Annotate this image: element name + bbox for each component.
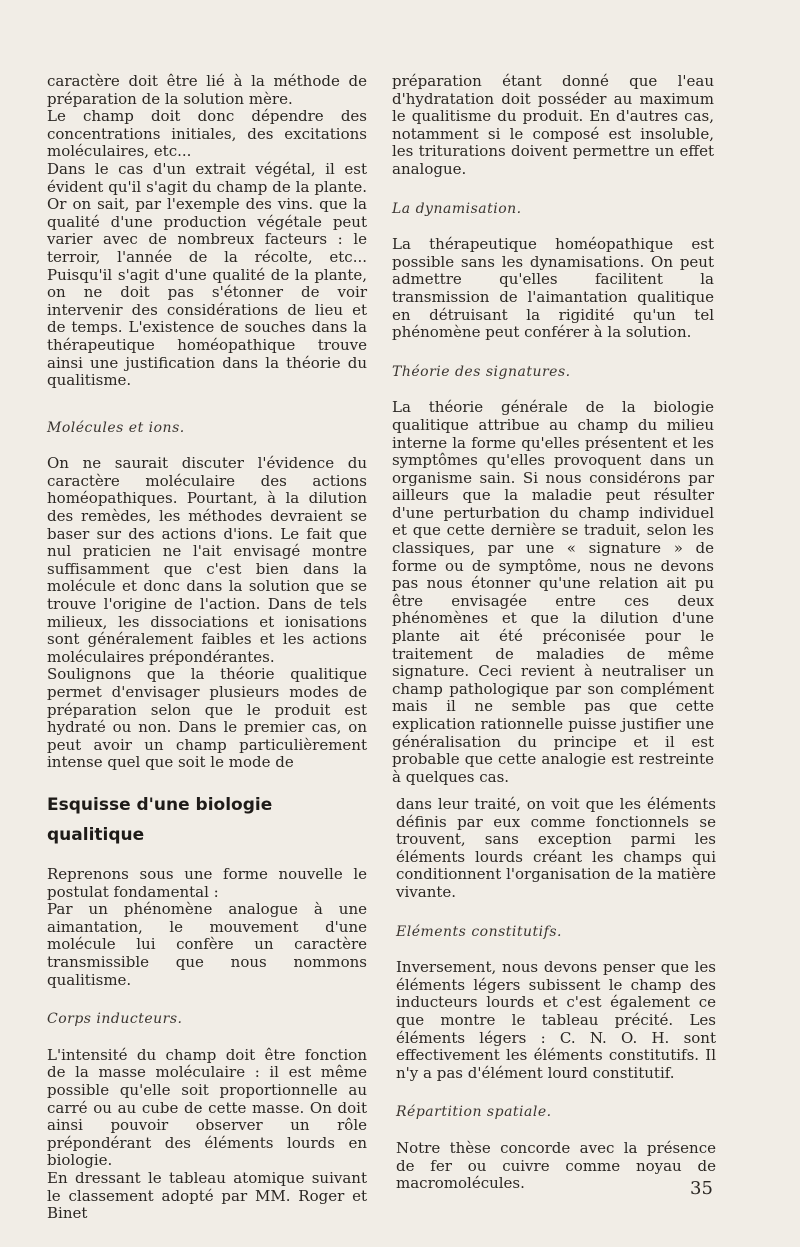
paragraph: Par un phénomène analogue à une aimantation, le mouvement d'une molécule lui confère un caractère transmissible que nous nommons qualitisme.	[47, 900, 367, 989]
paragraph: Reprenons sous une forme nouvelle le postulat fondamental :	[47, 865, 367, 901]
subheading-signatures: Théorie des signatures.	[392, 363, 571, 380]
paragraph: dans leur traité, on voit que les éléments définis par eux comme fonctionnels se trouvent, sans exception parmi les éléments lourds créant les champs qui conditionnent l'organisation de la matière vivante.	[396, 795, 716, 901]
paragraph: On ne saurait discuter l'évidence du caractère moléculaire des actions homéopathiques. Pourtant, à la dilution des remèdes, les méthodes devraient se baser sur des actions d'ions. Le fait que nul praticien ne l'ait envisagé montre suffisamment que c'est bien dans la molécule et donc dans la solution que se trouve l'origine de l'action. Dans de tels milieux, les dissociations et ionisations sont généralement faibles et les actions moléculaires prépondérantes.	[47, 454, 367, 666]
paragraph: caractère doit être lié à la méthode de préparation de la solution mère.	[47, 72, 367, 108]
column-top-right	[392, 73, 714, 786]
paragraph: Le champ doit donc dépendre des concentrations initiales, des excitations moléculaires, etc...	[47, 107, 367, 161]
subheading-molecules-ions: Molécules et ions.	[47, 419, 185, 436]
paragraph: Dans le cas d'un extrait végétal, il est évident qu'il s'agit du champ de la plante. Or on sait, par l'exemple des vins. que la qualité d'une production végétale peut varier avec de nombreux facteurs : le terroir, l'année de la récolte, etc... Puisqu'il s'agit d'une qualité de la plante, on ne doit pas s'étonner de voir intervenir des considérations de lieu et de temps. L'existence de souches dans la thérapeutique homéopathique trouve ainsi une justification dans la théorie du qualitisme.	[47, 159, 367, 390]
paragraph: La théorie générale de la biologie qualitique attribue au champ du milieu interne la forme qu'elles présentent et les symptômes qu'elles provoquent dans un organisme sain. Si nous considérons par ailleurs que la maladie peut résulter d'une perturbation du champ individuel et que cette dernière se traduit, selon les classiques, par une « signature » de forme ou de symptôme, nous ne devons pas nous étonner qu'une relation ait pu être envisagée entre ces deux phénomènes et que la dilution d'une plante ait été préconisée pour le traitement de maladies de même signature. Ceci revient à neutraliser un champ pathologique par son complément mais il ne semble pas que cette explication rationnelle puisse justifier une généralisation du principe et il est probable que cette analogie est restreinte à quelques cas.	[392, 398, 714, 786]
column-top-left	[47, 73, 367, 772]
section-title-line-2: qualitique	[47, 825, 145, 845]
column-bottom-left	[47, 866, 367, 1223]
paragraph: Soulignons que la théorie qualitique permet d'envisager plusieurs modes de préparation selon que le produit est hydraté ou non. Dans le premier cas, on peut avoir un champ particulièrement intense quel que soit le mode de	[47, 665, 367, 772]
section-title-line-1: Esquisse d'une biologie	[47, 795, 273, 815]
section-title	[47, 790, 377, 850]
subheading-elements-constitutifs: Eléments constitutifs.	[396, 923, 562, 940]
column-bottom-right	[396, 796, 716, 1193]
subheading-dynamisation: La dynamisation.	[392, 200, 522, 217]
page-number: 35	[690, 1178, 713, 1199]
paragraph: préparation étant donné que l'eau d'hydratation doit posséder au maximum le qualitisme du produit. En d'autres cas, notamment si le composé est insoluble, les triturations doivent permettre un effet analogue.	[392, 72, 714, 178]
paragraph: En dressant le tableau atomique suivant le classement adopté par MM. Roger et Binet	[47, 1168, 367, 1223]
paragraph: La thérapeutique homéopathique est possible sans les dynamisations. On peut admettre qu'elles facilitent la transmission de l'aimantation qualitique en détruisant la rigidité qu'un tel phénomène peut conférer à la solution.	[392, 235, 714, 342]
subheading-repartition-spatiale: Répartition spatiale.	[396, 1104, 552, 1121]
paragraph: Notre thèse concorde avec la présence de fer ou cuivre comme noyau de macromolécules.	[396, 1138, 716, 1193]
subheading-corps-inducteurs: Corps inducteurs.	[47, 1011, 183, 1028]
paragraph: Inversement, nous devons penser que les éléments légers subissent le champ des inducteurs lourds et c'est également ce que montre le tableau précité. Les éléments légers : C. N. O. H. sont effectivement les éléments constitutifs. Il n'y a pas d'élément lourd constitutif.	[396, 958, 716, 1082]
paragraph: L'intensité du champ doit être fonction de la masse moléculaire : il est même possible qu'elle soit proportionnelle au carré ou au cube de cette masse. On doit ainsi pouvoir observer un rôle prépondérant des éléments lourds en biologie.	[47, 1045, 367, 1170]
